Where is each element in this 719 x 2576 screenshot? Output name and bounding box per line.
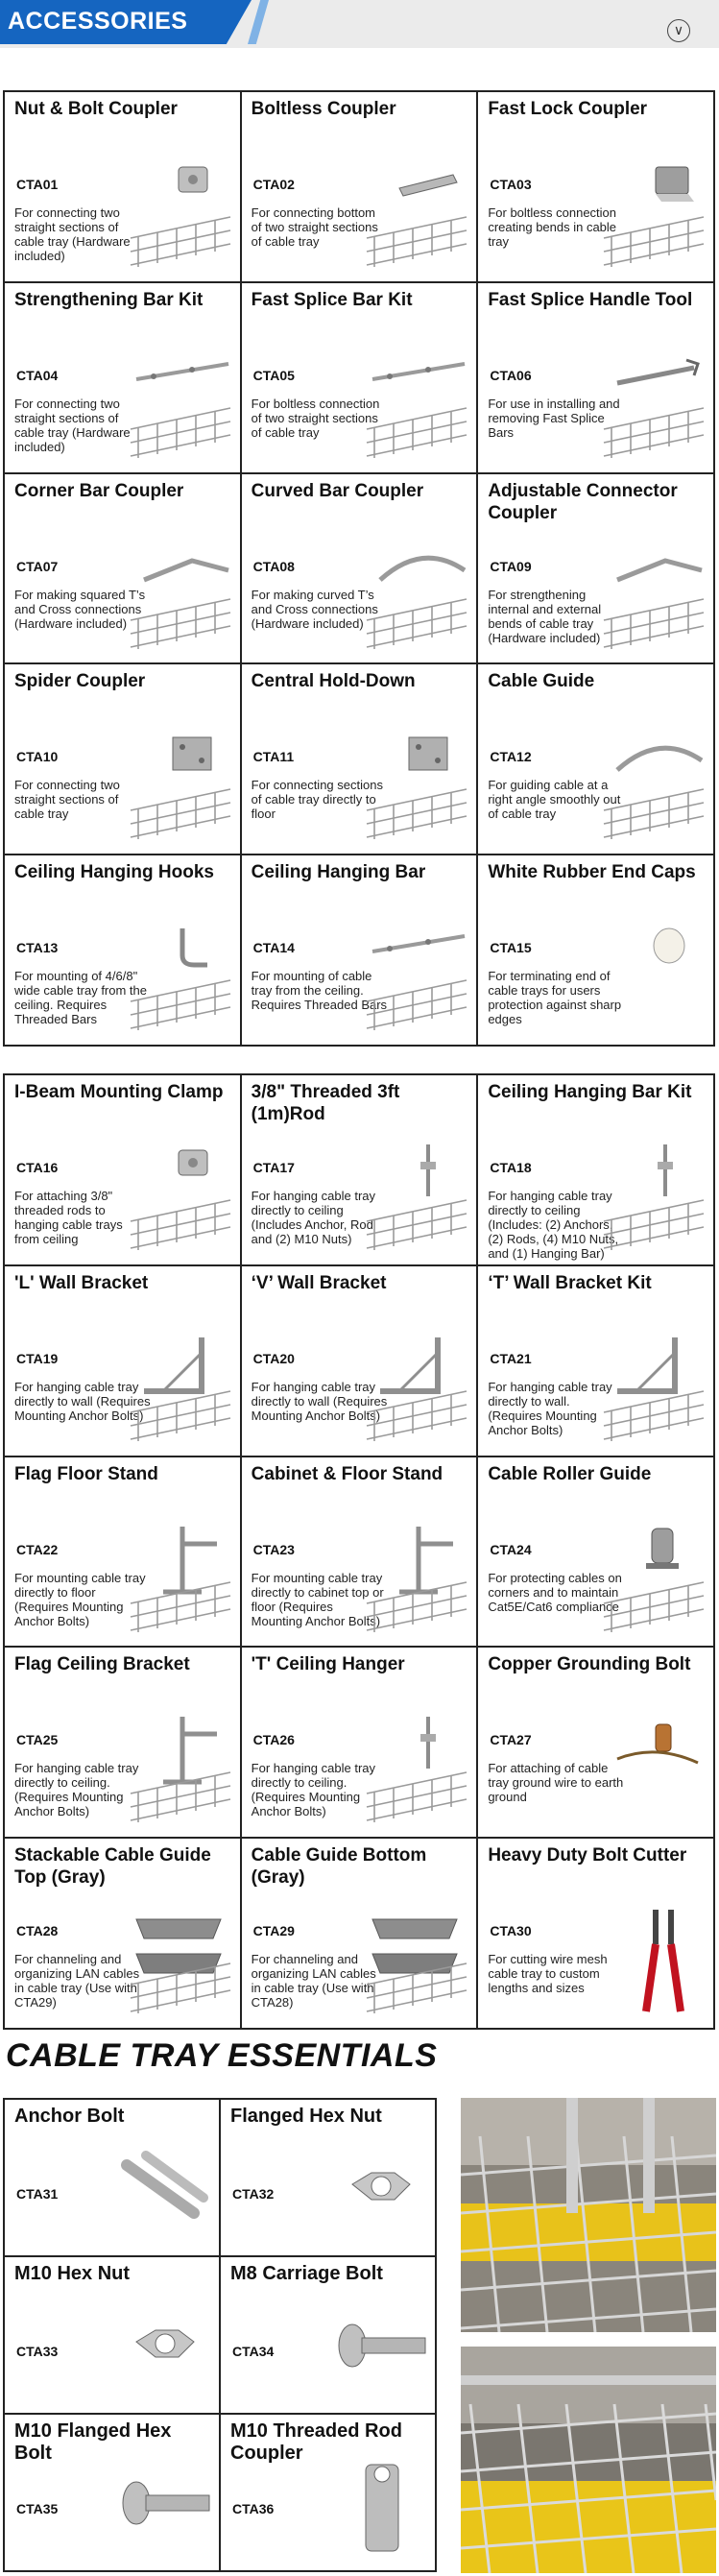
product-code: CTA20 — [252, 1350, 295, 1366]
product-card — [5, 92, 240, 281]
product-card — [242, 474, 477, 663]
essentials-grid — [3, 2098, 437, 2572]
product-card — [478, 664, 713, 854]
accessories-grid-1 — [3, 90, 715, 1047]
product-card — [5, 2100, 219, 2255]
product-card — [5, 283, 240, 472]
angle-icon — [125, 542, 236, 655]
product-title: Cabinet & Floor Stand — [251, 1463, 443, 1484]
product-description: For cutting wire mesh cable tray to custom lengths and sizes — [488, 1952, 608, 1996]
product-code: CTA21 — [490, 1350, 532, 1366]
product-card — [221, 2257, 435, 2413]
product-description: For channeling and organizing LAN cables in cable tray (Use with CTA29) — [14, 1952, 140, 2010]
product-card — [5, 1648, 240, 1837]
product-card — [5, 1457, 240, 1647]
product-description: For hanging cable tray directly to wall (Requires Mounting Anchor Bolts) — [251, 1379, 388, 1423]
accessories-grid-2 — [3, 1073, 715, 2030]
product-description: For use in installing and removing Fast Splice Bars — [488, 396, 620, 440]
product-card — [478, 855, 713, 1045]
product-title: Heavy Duty Bolt Cutter — [488, 1845, 687, 1866]
product-card — [5, 474, 240, 663]
product-card — [478, 1266, 713, 1456]
product-description: For attaching of cable tray ground wire to earth ground — [488, 1761, 624, 1805]
product-card — [478, 92, 713, 281]
product-code: CTA12 — [490, 749, 532, 765]
product-card — [242, 1648, 477, 1837]
product-card — [5, 1075, 240, 1264]
roller-icon — [598, 1525, 709, 1638]
chevron-down-circle-icon[interactable]: ∨ — [667, 19, 690, 42]
product-description: For connecting bottom of two straight sections of cable tray — [251, 205, 378, 249]
clamp-icon — [125, 1143, 236, 1256]
bolt-icon — [108, 2461, 213, 2564]
product-code: CTA19 — [16, 1350, 59, 1366]
clip-icon — [361, 159, 472, 273]
product-code: CTA33 — [16, 2344, 59, 2359]
nut-icon — [108, 2303, 213, 2407]
product-description: For protecting cables on corners and to maintain Cat5E/Cat6 compliance — [488, 1570, 622, 1614]
product-title: M8 Carriage Bolt — [230, 2263, 383, 2284]
copper-icon — [598, 1715, 709, 1828]
product-card — [478, 474, 713, 663]
product-card — [5, 2415, 219, 2570]
product-description: For mounting cable tray directly to floor (Requires Mounting Anchor Bolts) — [14, 1570, 146, 1628]
product-card — [242, 1266, 477, 1456]
product-code: CTA09 — [490, 558, 532, 574]
cap-icon — [598, 923, 709, 1036]
product-title: M10 Flanged Hex Bolt — [14, 2420, 172, 2464]
product-card — [242, 855, 477, 1045]
product-title: Copper Grounding Bolt — [488, 1654, 691, 1675]
product-title: Ceiling Hanging Hooks — [14, 862, 214, 883]
product-description: For hanging cable tray directly to wall (Requires Mounting Anchor Bolts) — [14, 1379, 151, 1423]
product-description: For hanging cable tray directly to ceiling (Includes Anchor, Rod and (2) M10 Nuts) — [251, 1189, 376, 1246]
rod-icon — [361, 1143, 472, 1256]
product-title: 'T' Ceiling Hanger — [251, 1654, 405, 1675]
product-code: CTA06 — [490, 367, 532, 383]
trough-icon — [361, 1906, 472, 2019]
product-title: Fast Lock Coupler — [488, 99, 648, 119]
nut-icon — [324, 2146, 429, 2250]
product-title: Central Hold-Down — [251, 671, 416, 692]
product-title: Strengthening Bar Kit — [14, 289, 204, 310]
angle-icon — [598, 542, 709, 655]
product-card — [242, 283, 477, 472]
product-title: M10 Hex Nut — [14, 2263, 131, 2284]
product-card — [242, 664, 477, 854]
product-description: For channeling and organizing LAN cables in cable tray (Use with CTA28) — [251, 1952, 376, 2010]
product-title: Boltless Coupler — [251, 99, 396, 119]
installation-photo-2 — [461, 2347, 716, 2573]
product-title: Flanged Hex Nut — [230, 2106, 382, 2127]
product-description: For guiding cable at a right angle smoothly out of cable tray — [488, 778, 621, 822]
header-stripe — [248, 0, 269, 44]
product-title: Nut & Bolt Coupler — [14, 99, 178, 119]
product-code: CTA36 — [232, 2501, 275, 2516]
product-code: CTA05 — [252, 367, 295, 383]
bar-icon — [361, 923, 472, 1036]
product-description: For hanging cable tray directly to ceiling. (Requires Mounting Anchor Bolts) — [251, 1761, 376, 1819]
product-description: For hanging cable tray directly to wall. (Requires Mounting Anchor Bolts) — [488, 1379, 612, 1437]
product-card — [242, 92, 477, 281]
product-title: Cable Guide — [488, 671, 595, 692]
product-title: Cable Roller Guide — [488, 1463, 652, 1484]
product-description: For strengthening internal and external bends of cable tray (Hardware included) — [488, 587, 602, 645]
product-code: CTA23 — [252, 1541, 295, 1557]
product-description: For making curved T’s and Cross connections (Hardware included) — [251, 587, 378, 631]
product-card — [5, 1266, 240, 1456]
product-code: CTA15 — [490, 940, 532, 956]
product-code: CTA11 — [252, 749, 295, 765]
product-card — [5, 2257, 219, 2413]
product-code: CTA22 — [16, 1541, 59, 1557]
product-code: CTA10 — [16, 749, 59, 765]
curve-icon — [361, 542, 472, 655]
bolt-icon — [324, 2303, 429, 2407]
product-title: ‘V’ Wall Bracket — [251, 1272, 387, 1293]
clamp-icon — [125, 159, 236, 273]
trough-icon — [125, 1906, 236, 2019]
product-card — [478, 1648, 713, 1837]
product-card — [5, 664, 240, 854]
product-code: CTA03 — [490, 177, 532, 192]
product-description: For mounting of cable tray from the ceiling. Requires Threaded Bars — [251, 969, 388, 1013]
product-description: For connecting two straight sections of cable tray — [14, 778, 120, 822]
bar-icon — [125, 350, 236, 464]
curve-icon — [598, 732, 709, 845]
product-title: Anchor Bolt — [14, 2106, 125, 2127]
product-code: CTA28 — [16, 1923, 59, 1939]
product-title: Adjustable Connector Coupler — [488, 480, 678, 523]
product-title: Stackable Cable Guide Top (Gray) — [14, 1845, 211, 1889]
product-description: For boltless connection of two straight sections of cable tray — [251, 396, 380, 440]
page-title: ACCESSORIES — [8, 8, 188, 35]
stand-icon — [125, 1525, 236, 1638]
hook-icon — [125, 923, 236, 1036]
product-code: CTA13 — [16, 940, 59, 956]
product-card — [242, 1457, 477, 1647]
product-card — [478, 1457, 713, 1647]
bracket-icon — [125, 1334, 236, 1447]
product-description: For hanging cable tray directly to ceiling. (Requires Mounting Anchor Bolts) — [14, 1761, 139, 1819]
product-title: Flag Floor Stand — [14, 1463, 158, 1484]
product-description: For connecting two straight sections of cable tray (Hardware included) — [14, 396, 131, 454]
cutter-icon — [598, 1906, 709, 2019]
plate-icon — [125, 732, 236, 845]
product-description: For connecting sections of cable tray directly to floor — [251, 778, 383, 822]
product-code: CTA18 — [490, 1160, 532, 1175]
product-card — [478, 1839, 713, 2028]
coupler-icon — [324, 2461, 429, 2564]
product-code: CTA29 — [252, 1923, 295, 1939]
product-code: CTA07 — [16, 558, 59, 574]
product-description: For terminating end of cable trays for users protection against sharp edges — [488, 969, 622, 1027]
product-title: Fast Splice Bar Kit — [251, 289, 413, 310]
product-code: CTA17 — [252, 1160, 295, 1175]
product-code: CTA08 — [252, 558, 295, 574]
product-title: M10 Threaded Rod Coupler — [230, 2420, 402, 2464]
product-title: 'L' Wall Bracket — [14, 1272, 149, 1293]
product-title: ‘T’ Wall Bracket Kit — [488, 1272, 652, 1293]
product-code: CTA27 — [490, 1732, 532, 1748]
section-header — [0, 0, 719, 48]
product-description: For attaching 3/8" threaded rods to hanging cable trays from ceiling — [14, 1189, 123, 1246]
product-description: For making squared T’s and Cross connections (Hardware included) — [14, 587, 146, 631]
product-title: Cable Guide Bottom (Gray) — [251, 1845, 427, 1889]
product-title: Curved Bar Coupler — [251, 480, 424, 501]
bracket-icon — [598, 1334, 709, 1447]
stand-icon — [125, 1715, 236, 1828]
product-code: CTA32 — [232, 2186, 275, 2202]
product-title: Corner Bar Coupler — [14, 480, 184, 501]
block-icon — [598, 159, 709, 273]
product-card — [221, 2100, 435, 2255]
product-code: CTA34 — [232, 2344, 275, 2359]
product-card — [478, 283, 713, 472]
product-title: White Rubber End Caps — [488, 862, 696, 883]
product-code: CTA31 — [16, 2186, 59, 2202]
product-description: For mounting of 4/6/8" wide cable tray from the ceiling. Requires Threaded Bars — [14, 969, 148, 1027]
product-code: CTA04 — [16, 367, 59, 383]
product-description: For connecting two straight sections of cable tray (Hardware included) — [14, 205, 131, 263]
bracket-icon — [361, 1334, 472, 1447]
product-card — [221, 2415, 435, 2570]
product-card — [242, 1075, 477, 1264]
product-title: Ceiling Hanging Bar Kit — [488, 1082, 692, 1102]
product-code: CTA02 — [252, 177, 295, 192]
product-title: 3/8" Threaded 3ft (1m)Rod — [251, 1082, 400, 1124]
product-code: CTA30 — [490, 1923, 532, 1939]
stand-icon — [361, 1525, 472, 1638]
product-title: I-Beam Mounting Clamp — [14, 1082, 224, 1102]
bar-icon — [361, 350, 472, 464]
product-code: CTA01 — [16, 177, 59, 192]
product-code: CTA24 — [490, 1541, 532, 1557]
product-title: Flag Ceiling Bracket — [14, 1654, 190, 1675]
anchor-icon — [108, 2146, 213, 2250]
product-title: Spider Coupler — [14, 671, 146, 692]
product-card — [5, 1839, 240, 2028]
rod-icon — [361, 1715, 472, 1828]
product-title: Ceiling Hanging Bar — [251, 862, 426, 883]
installation-photo-1 — [461, 2098, 716, 2332]
essentials-heading: CABLE TRAY ESSENTIALS — [6, 2037, 438, 2074]
product-card — [242, 1839, 477, 2028]
plate-icon — [361, 732, 472, 845]
product-code: CTA14 — [252, 940, 295, 956]
product-description: For boltless connection creating bends in cable tray — [488, 205, 617, 249]
product-description: For mounting cable tray directly to cabinet top or floor (Requires Mounting Anchor Bolts) — [251, 1570, 384, 1628]
rod-icon — [598, 1143, 709, 1256]
product-code: CTA25 — [16, 1732, 59, 1748]
product-code: CTA26 — [252, 1732, 295, 1748]
product-card — [5, 855, 240, 1045]
handle-icon — [598, 350, 709, 464]
product-title: Fast Splice Handle Tool — [488, 289, 693, 310]
product-card — [478, 1075, 713, 1264]
product-code: CTA16 — [16, 1160, 59, 1175]
product-description: For hanging cable tray directly to ceiling (Includes: (2) Anchors, (2) Rods, (4) M10 Nuts, and (1) Hanging Bar) — [488, 1189, 619, 1261]
product-code: CTA35 — [16, 2501, 59, 2516]
